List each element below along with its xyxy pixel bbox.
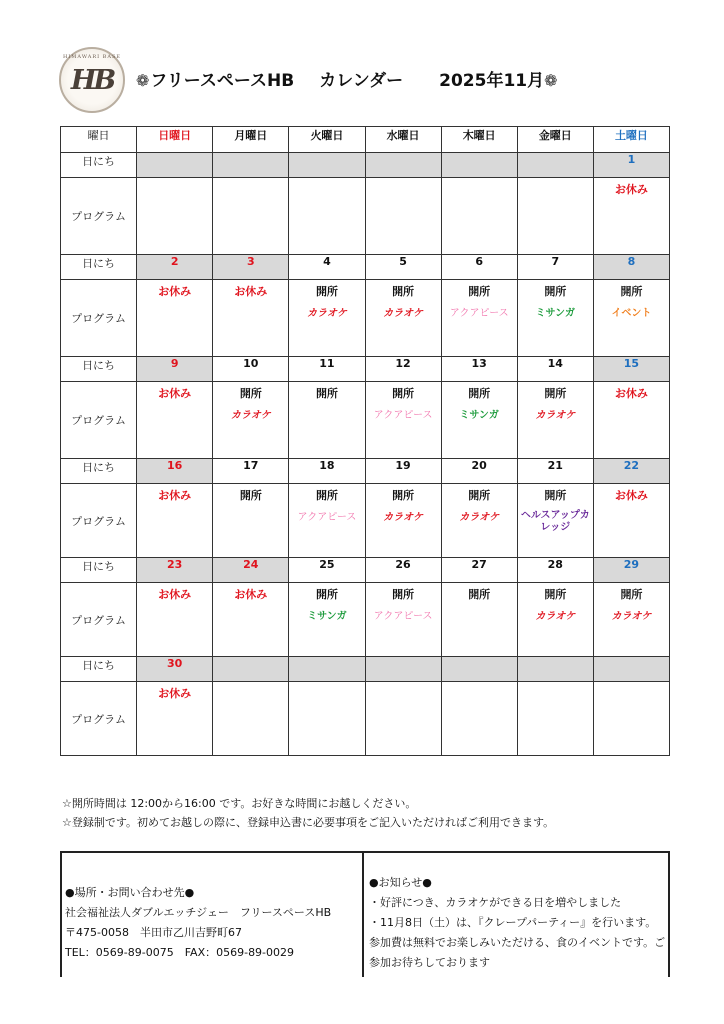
date-row-label: 日にち — [61, 558, 137, 583]
program-cell — [289, 583, 365, 657]
program-cell — [441, 682, 517, 756]
program-cell — [365, 484, 441, 558]
closed-status: お休み — [234, 285, 268, 298]
program-cell — [137, 280, 213, 357]
title-subtitle: カレンダー — [319, 71, 404, 91]
date-cell — [593, 657, 669, 682]
weekday-monday: 月曜日 — [213, 127, 289, 153]
closed-status: お休み — [234, 588, 268, 601]
weekday-saturday: 土曜日 — [593, 127, 669, 153]
event-label: カラオケ — [383, 512, 423, 523]
contact-panel — [60, 853, 364, 977]
program-cell — [289, 280, 365, 357]
closed-status: お休み — [614, 183, 648, 196]
program-row-label: プログラム — [61, 280, 137, 357]
date-row — [61, 558, 670, 583]
program-cell — [365, 682, 441, 756]
weekday-wednesday: 水曜日 — [365, 127, 441, 153]
open-status: 開所 — [392, 285, 415, 298]
title-month: 2025年11月 — [439, 71, 545, 91]
event-label: カラオケ — [535, 410, 576, 421]
announcements-panel — [364, 853, 670, 977]
program-cell — [137, 682, 213, 756]
date-cell: 10 — [213, 357, 289, 382]
program-cell — [593, 682, 669, 756]
program-row — [61, 280, 670, 357]
program-cell — [213, 280, 289, 357]
program-cell — [213, 178, 289, 255]
date-cell — [213, 153, 289, 178]
date-cell — [289, 657, 365, 682]
event-label: ヘルスアップカレッジ — [520, 510, 590, 533]
date-cell: 16 — [137, 459, 213, 484]
weekday-label: 曜日 — [61, 127, 137, 153]
program-cell — [289, 682, 365, 756]
program-cell — [365, 178, 441, 255]
date-cell: 28 — [517, 558, 593, 583]
program-cell — [517, 382, 593, 459]
date-cell: 11 — [289, 357, 365, 382]
open-status: 開所 — [468, 489, 491, 502]
open-status: 開所 — [468, 285, 491, 298]
program-cell — [137, 583, 213, 657]
open-status: 開所 — [315, 489, 338, 502]
program-cell — [365, 280, 441, 357]
weekday-tuesday: 火曜日 — [289, 127, 365, 153]
date-cell: 14 — [517, 357, 593, 382]
date-cell: 24 — [213, 558, 289, 583]
program-row-label: プログラム — [61, 178, 137, 255]
logo-monogram: HB — [70, 64, 114, 96]
date-cell: 30 — [137, 657, 213, 682]
date-row-label: 日にち — [61, 153, 137, 178]
date-cell: 2 — [137, 255, 213, 280]
note-registration: ☆登録制です。初めてお越しの際に、登録申込書に必要事項をご記入いただければご利用できます。 — [62, 816, 555, 829]
event-label: イベント — [611, 308, 652, 319]
program-cell — [517, 178, 593, 255]
program-cell — [517, 484, 593, 558]
date-cell: 27 — [441, 558, 517, 583]
date-cell: 1 — [593, 153, 669, 178]
weekday-friday: 金曜日 — [517, 127, 593, 153]
date-cell: 6 — [441, 255, 517, 280]
program-row — [61, 178, 670, 255]
weekday-header-row — [61, 127, 670, 153]
date-cell — [289, 153, 365, 178]
program-cell — [137, 382, 213, 459]
program-cell — [289, 178, 365, 255]
closed-status: お休み — [158, 285, 192, 298]
open-status: 開所 — [392, 588, 415, 601]
contact-address: 〒475-0058 半田市乙川吉野町67 — [65, 926, 242, 939]
date-cell: 23 — [137, 558, 213, 583]
date-row-label: 日にち — [61, 459, 137, 484]
program-cell — [517, 280, 593, 357]
event-label: カラオケ — [459, 512, 500, 523]
program-cell — [137, 178, 213, 255]
program-row-label: プログラム — [61, 484, 137, 558]
date-cell — [441, 153, 517, 178]
program-cell — [593, 178, 669, 255]
program-cell — [137, 484, 213, 558]
open-status: 開所 — [239, 387, 262, 400]
notes — [62, 794, 554, 832]
date-cell: 17 — [213, 459, 289, 484]
program-row — [61, 484, 670, 558]
event-label: アクアピース — [373, 611, 433, 622]
open-status: 開所 — [315, 387, 338, 400]
date-cell: 12 — [365, 357, 441, 382]
program-cell — [213, 382, 289, 459]
program-cell — [517, 682, 593, 756]
date-cell: 21 — [517, 459, 593, 484]
open-status: 開所 — [620, 285, 643, 298]
open-status: 開所 — [239, 489, 262, 502]
announcement-crepe-party: ・11月8日（土）は、『クレープパーティー』を行います。参加費は無料でお楽しみいただける、食のイベントです。ご参加お待ちしております — [369, 916, 666, 969]
program-cell — [441, 382, 517, 459]
info-box — [60, 851, 670, 977]
program-cell — [441, 484, 517, 558]
program-cell — [289, 484, 365, 558]
event-label: カラオケ — [230, 410, 271, 421]
date-cell: 5 — [365, 255, 441, 280]
event-label: ミサンガ — [459, 410, 499, 421]
open-status: 開所 — [544, 387, 567, 400]
logo-ring-text: HIMAWARI BASE — [62, 54, 122, 60]
date-cell — [441, 657, 517, 682]
date-cell — [517, 657, 593, 682]
weekday-sunday: 日曜日 — [137, 127, 213, 153]
event-label: カラオケ — [535, 611, 576, 622]
open-status: 開所 — [315, 588, 338, 601]
closed-status: お休み — [158, 489, 192, 502]
date-cell: 29 — [593, 558, 669, 583]
date-cell — [213, 657, 289, 682]
date-row-label: 日にち — [61, 357, 137, 382]
program-cell — [441, 583, 517, 657]
event-label: カラオケ — [383, 308, 423, 319]
program-row-label: プログラム — [61, 382, 137, 459]
program-cell — [289, 382, 365, 459]
program-cell — [365, 382, 441, 459]
announcement-karaoke: ・好評につき、カラオケができる日を増やしました — [369, 896, 622, 909]
event-label: ミサンガ — [535, 308, 576, 319]
date-cell — [365, 657, 441, 682]
event-label: アクアピース — [449, 308, 509, 319]
program-cell — [593, 280, 669, 357]
date-row-label: 日にち — [61, 255, 137, 280]
program-row — [61, 682, 670, 756]
event-label: アクアピース — [297, 512, 357, 523]
date-row — [61, 657, 670, 682]
program-cell — [213, 583, 289, 657]
date-cell: 19 — [365, 459, 441, 484]
flower-icon: ❁ — [544, 71, 558, 90]
event-label: カラオケ — [611, 611, 652, 622]
date-cell: 13 — [441, 357, 517, 382]
program-cell — [365, 583, 441, 657]
contact-organization: 社会福祉法人ダブルエッチジェー フリースペースHB — [65, 906, 332, 919]
program-cell — [441, 280, 517, 357]
open-status: 開所 — [392, 489, 415, 502]
program-row-label: プログラム — [61, 583, 137, 657]
date-cell: 18 — [289, 459, 365, 484]
event-label: ミサンガ — [307, 611, 347, 622]
date-cell: 25 — [289, 558, 365, 583]
program-cell — [517, 583, 593, 657]
date-cell: 7 — [517, 255, 593, 280]
closed-status: お休み — [158, 387, 192, 400]
program-cell — [213, 682, 289, 756]
date-cell: 4 — [289, 255, 365, 280]
program-row — [61, 583, 670, 657]
program-row-label: プログラム — [61, 682, 137, 756]
title-name: フリースペースHB — [150, 71, 295, 91]
closed-status: お休み — [158, 588, 192, 601]
open-status: 開所 — [620, 588, 643, 601]
flower-icon: ❁ — [136, 71, 150, 90]
date-row — [61, 459, 670, 484]
program-cell — [593, 382, 669, 459]
page-title — [136, 66, 558, 91]
date-cell: 15 — [593, 357, 669, 382]
open-status: 開所 — [468, 588, 491, 601]
program-cell — [213, 484, 289, 558]
open-status: 開所 — [544, 285, 567, 298]
note-hours: ☆開所時間は 12:00から16:00 です。お好きな時間にお越しください。 — [62, 797, 417, 810]
date-row — [61, 357, 670, 382]
program-cell — [593, 583, 669, 657]
closed-status: お休み — [614, 489, 648, 502]
program-cell — [593, 484, 669, 558]
open-status: 開所 — [392, 387, 415, 400]
calendar-table — [60, 126, 670, 756]
program-row — [61, 382, 670, 459]
closed-status: お休み — [614, 387, 648, 400]
date-cell — [137, 153, 213, 178]
date-cell — [517, 153, 593, 178]
date-cell: 22 — [593, 459, 669, 484]
program-cell — [441, 178, 517, 255]
date-cell: 3 — [213, 255, 289, 280]
contact-phone-fax: TEL：0569-89-0075 FAX：0569-89-0029 — [65, 946, 295, 959]
closed-status: お休み — [158, 687, 192, 700]
event-label: カラオケ — [307, 308, 347, 319]
contact-heading: ●場所・お問い合わせ先● — [65, 886, 195, 899]
date-row-label: 日にち — [61, 657, 137, 682]
logo — [59, 47, 125, 113]
open-status: 開所 — [468, 387, 491, 400]
date-cell: 26 — [365, 558, 441, 583]
open-status: 開所 — [544, 489, 567, 502]
date-cell: 20 — [441, 459, 517, 484]
date-cell: 8 — [593, 255, 669, 280]
date-cell — [365, 153, 441, 178]
date-cell: 9 — [137, 357, 213, 382]
open-status: 開所 — [544, 588, 567, 601]
event-label: アクアピース — [373, 410, 433, 421]
open-status: 開所 — [315, 285, 338, 298]
weekday-thursday: 木曜日 — [441, 127, 517, 153]
date-row — [61, 255, 670, 280]
date-row — [61, 153, 670, 178]
announcements-heading: ●お知らせ● — [369, 876, 432, 889]
